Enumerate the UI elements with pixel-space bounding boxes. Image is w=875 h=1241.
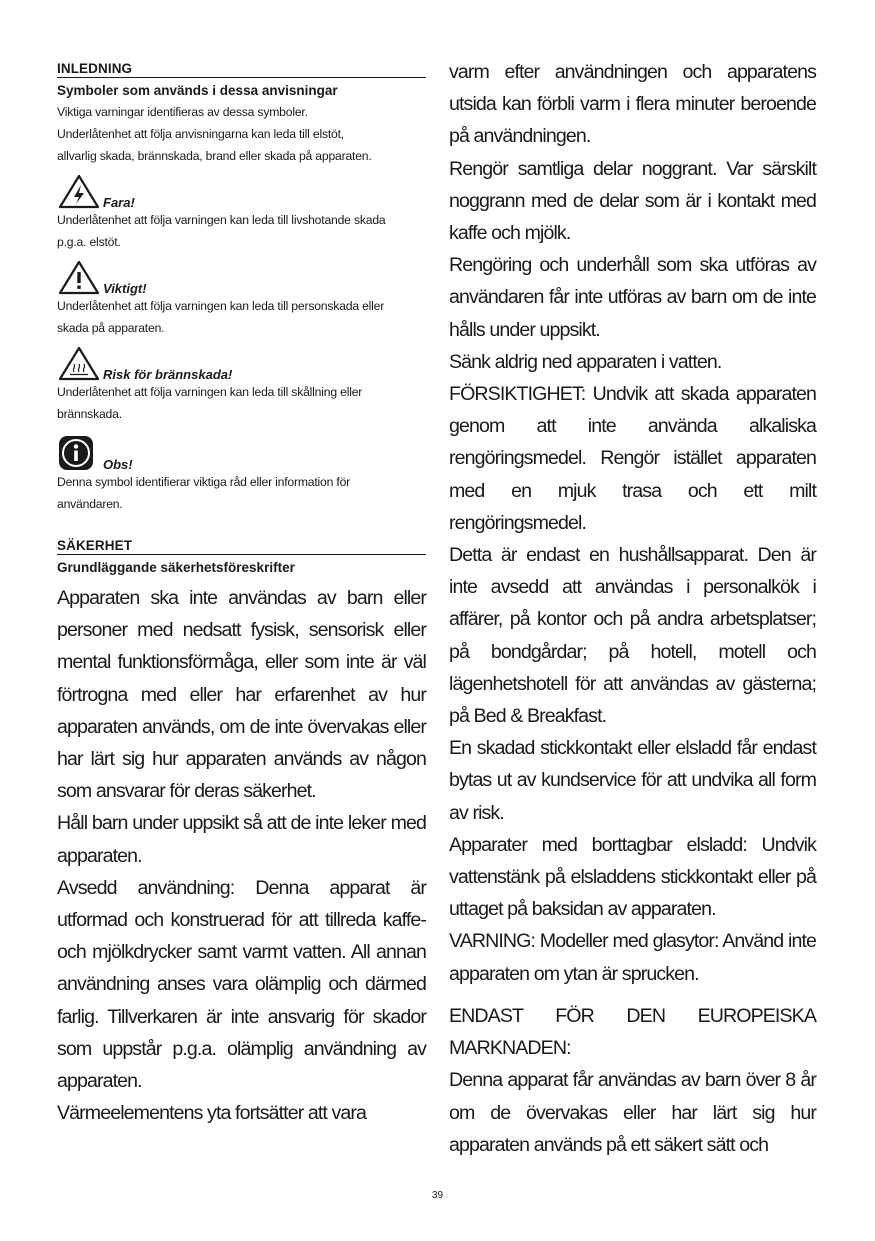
fara-text-1: Underlåtenhet att följa varningen kan leda till livshotande skada [57, 213, 386, 227]
fara-text-2: p.g.a. elstöt. [57, 235, 121, 249]
right-paragraph-11: Denna apparat får användas av barn över 8 år om de övervakas eller har lärt sig hur apparaten används på ett säkert sätt och [449, 1069, 816, 1156]
obs-text-1: Denna symbol identifierar viktiga råd eller information för [57, 475, 351, 489]
fara-row [57, 173, 426, 209]
left-paragraph-3: Avsedd användning: Denna apparat är utformad och konstruerad för att tillreda kaffe- och mjölkdrycker samt varmt vatten. All annan användning anses vara olämplig och därmed farlig. Tillverkaren är inte ansvarig för skador som uppstår p.g.a. olämplig användning av apparaten. [57, 876, 426, 1093]
viktigt-row [57, 259, 426, 295]
page-number: 39 [431, 1190, 444, 1201]
obs-text-2: användaren. [57, 497, 123, 511]
safety-subheading: Grundläggande säkerhetsföreskrifter [57, 560, 295, 575]
right-paragraph-8: Apparater med borttagbar elsladd: Undvik vattenstänk på elsladdens stickkontakt eller på uttaget på baksidan av apparaten. [449, 833, 816, 921]
risk-row [57, 345, 426, 381]
symbols-intro-1: Viktiga varningar identifieras av dessa symboler. [57, 105, 308, 119]
symbols-intro-3: allvarlig skada, brännskada, brand eller skada på apparaten. [57, 149, 372, 163]
viktigt-label: Viktigt! [103, 281, 147, 296]
right-column [449, 56, 816, 1161]
risk-text-1: Underlåtenhet att följa varningen kan leda till skållning eller [57, 385, 363, 399]
right-paragraph-2: Rengör samtliga delar noggrant. Var särskilt noggrann med de delar som är i kontakt med kaffe och mjölk. [449, 157, 816, 245]
symbols-intro-2: Underlåtenhet att följa anvisningarna kan leda till elstöt, [57, 127, 344, 141]
left-paragraph-2: Håll barn under uppsikt så att de inte leker med apparaten. [57, 812, 426, 867]
obs-row [57, 435, 426, 471]
right-paragraph-5: FÖRSIKTIGHET: Undvik att skada apparaten genom att inte använda alkaliska rengöringsmedel. Rengör istället apparaten med en mjuk trasa och ett milt rengöringsmedel. [449, 383, 816, 534]
risk-text-2: brännskada. [57, 407, 122, 421]
left-paragraph-4: Värmeelementens yta fortsätter att vara [57, 1102, 367, 1125]
right-paragraph-7: En skadad stickkontakt eller elsladd får endast bytas ut av kundservice för att undvika all form av risk. [449, 737, 816, 824]
electric-hazard-icon [57, 173, 101, 209]
hot-surface-icon [57, 345, 101, 381]
right-paragraph-6: Detta är endast en hushållsapparat. Den är inte avsedd att användas i personalkök i affärer, på kontor och på andra arbetsplatser; på bondgårdar; på hotell, motell och lägenhetshotell för att användas av gästerna; på Bed & Breakfast. [449, 544, 816, 728]
left-paragraph-1: Apparaten ska inte användas av barn eller personer med nedsatt fysisk, sensorisk eller mental funktionsförmåga, eller som inte är väl förtrogna med eller har erfarenhet av hur apparaten används, om de inte övervakas eller har lärt sig hur apparaten används av någon som ansvarar för deras säkerhet. [57, 587, 426, 803]
symbols-subheading: Symboler som används i dessa anvisningar [57, 83, 338, 98]
right-paragraph-3: Rengöring och underhåll som ska utföras av användaren får inte utföras av barn om de inte hålls under uppsikt. [449, 254, 816, 341]
obs-label: Obs! [103, 457, 133, 472]
intro-heading: INLEDNING [57, 60, 426, 78]
fara-label: Fara! [103, 195, 135, 210]
left-column [57, 60, 426, 1129]
risk-label: Risk för brännskada! [103, 367, 233, 382]
right-paragraph-1: varm efter användningen och apparatens utsida kan förbli varm i flera minuter beroende på användningen. [449, 61, 816, 148]
viktigt-text-1: Underlåtenhet att följa varningen kan leda till personskada eller [57, 299, 385, 313]
right-paragraph-10: ENDAST FÖR DEN EUROPEISKA MARKNADEN: [449, 1004, 816, 1060]
warning-icon [57, 259, 101, 295]
viktigt-text-2: skada på apparaten. [57, 321, 165, 335]
safety-heading: SÄKERHET [57, 537, 426, 555]
right-paragraph-9: VARNING: Modeller med glasytor: Använd inte apparaten om ytan är sprucken. [449, 930, 816, 985]
info-icon [57, 435, 101, 471]
right-paragraph-4: Sänk aldrig ned apparaten i vatten. [449, 350, 722, 373]
